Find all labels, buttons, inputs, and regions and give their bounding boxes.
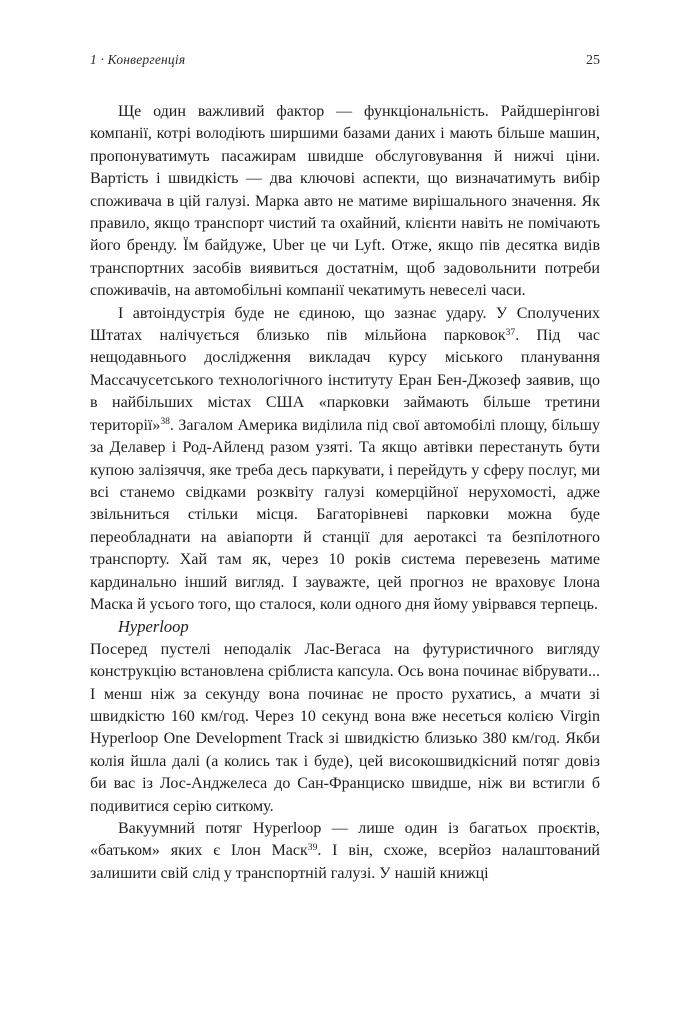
page-number: 25 — [586, 53, 600, 68]
footnote-ref-37: 37 — [505, 326, 516, 338]
paragraph-capsule — [90, 639, 600, 818]
paragraph-text: Вакуумний потяг Hyperloop — лише один із багатьох проєктів, «батьком» яких є Ілон Маск — [90, 820, 600, 860]
running-title: 1 · Конвергенція — [90, 52, 186, 67]
paragraph-text: І автоіндустрія буде не єдиною, що зазнає удару. У Сполучених Штатах налічується близько пів мільйона парковок — [90, 304, 600, 345]
section-heading-hyperloop: Hyperloop — [118, 617, 189, 637]
paragraph-text: . Під час нещодавнього дослідження викладач курсу міського планування Массачусетського технологічного інституту Еран Бен-Джозеф заявив, що в найбільших містах США «парковки займають більше третини території» — [90, 327, 600, 434]
paragraph-text: Посеред пустелі неподалік Лас-Вегаса на футуристичного вигляду конструкцію встановлена сріблиста капсула. Ось вона починає вібрувати... І менш ніж за секунду вона починає не просто рухатись, а мчати зі швидкістю 160 км/год. Через 10 секунд вона вже несеться колією Virgin Hyperloop One Development Track зі швидкістю близько 380 км/год. Якби колія йшла далі (а колись так і буде), цей високошвидкісний потяг довіз би вас із Лос-Анджелеса до Сан-Франциско швидше, ніж ви встигли б подивитися серію ситкому. — [90, 640, 600, 815]
body-text — [90, 101, 600, 885]
footnote-ref-38: 38 — [160, 416, 170, 428]
paragraph-text: Ще один важливий фактор — функціональність. Райдшерінгові компанії, котрі володіють ширшими базами даних і мають більше машин, пропонуватимуть пасажирам швидше обслуговування й нижчі ціни. Вартість і швидкість — два ключові аспекти, що визначатимуть вибір споживача в цій галузі. Марка авто не матиме вирішального значення. Як правило, якщо транспорт чистий та охайний, клієнти навіть не помічають його бренду. Їм байдуже, Uber це чи Lyft. Отже, якщо пів десятка видів транспортних засобів виявиться достатнім, щоб задовольнити потреби споживачів, на автомобільні компанії чекатимуть невеселі часи. — [90, 103, 600, 300]
page-header — [90, 52, 600, 69]
paragraph-text: . Загалом Америка виділила під свої автомобілі площу, більшу за Делавер і Род-Айленд разом узяті. Та якщо автівки перестануть бути купою залізяччя, яке треба десь паркувати, і перейдуть у сферу послуг, ми всі станемо свідками розквіту галузі комерційної нерухомості, адже звільниться стільки місця. Багаторівневі парковки можна буде переобладнати на авіапорти й станції для аеротаксі та безпілотного транспорту. Хай там як, через 10 років система перевезень матиме кардинально інший вигляд. І зауважте, цей прогноз не враховує Ілона Маска й усього того, що сталося, коли одного дня йому увірвався терпець. — [90, 416, 600, 613]
paragraph-text: . І він, схоже, всерйоз налаштований залишити свій слід у транспортній галузі. У нашій книжці — [90, 842, 600, 882]
paragraph-functionality — [90, 101, 600, 303]
footnote-ref-39: 39 — [307, 842, 318, 854]
paragraph-vacuum-train — [90, 818, 600, 885]
paragraph-parking — [90, 303, 600, 617]
